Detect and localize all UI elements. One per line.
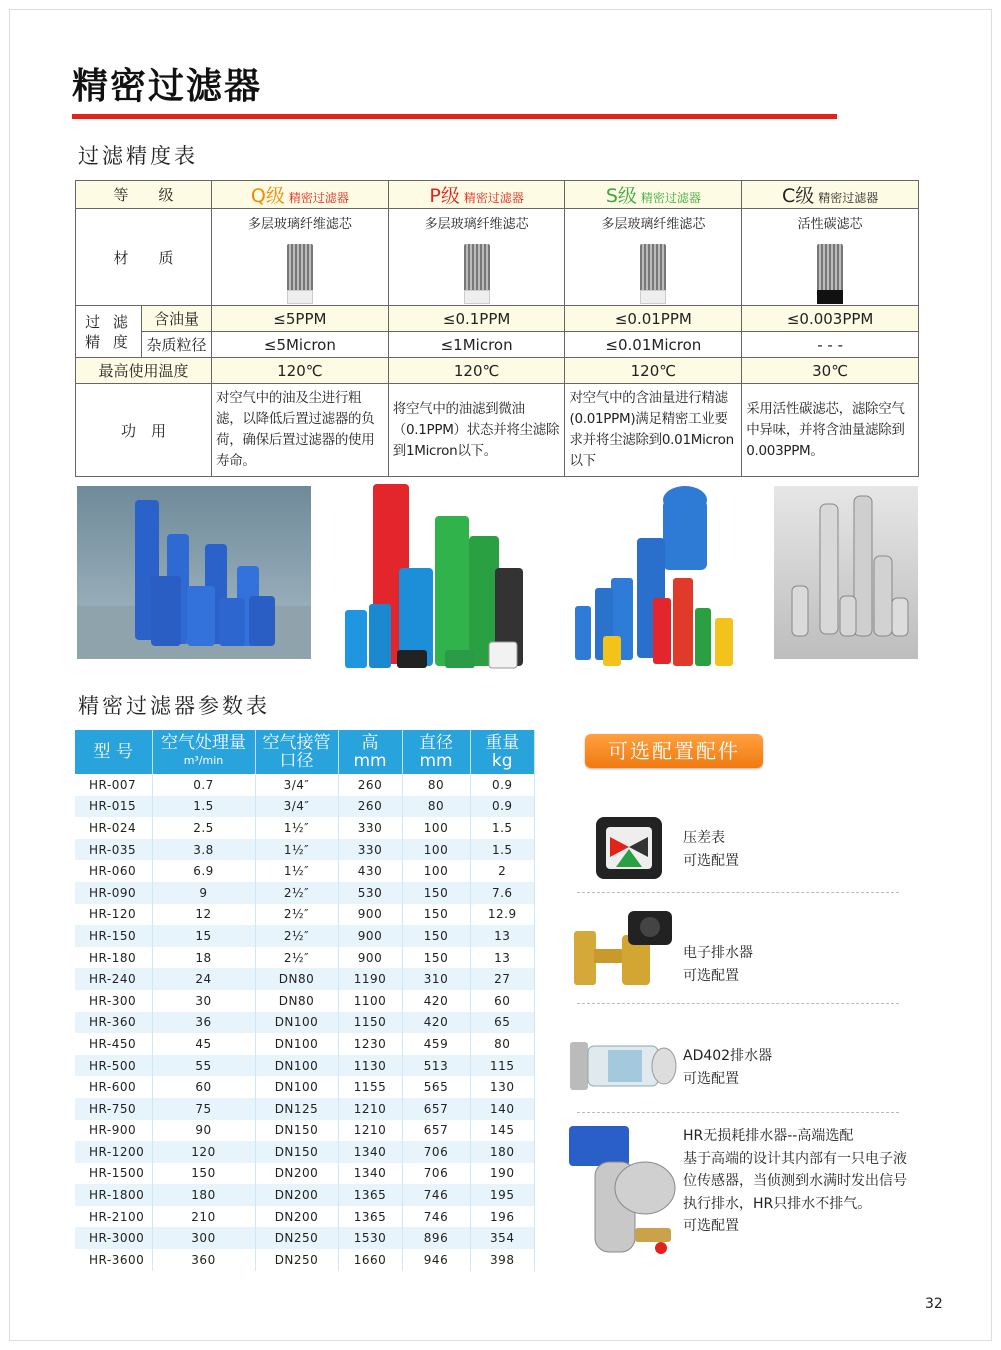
accessory-ad402: AD402排水器 可选配置 (683, 1048, 773, 1087)
table-cell: 746 (402, 1184, 470, 1206)
table-cell: 2 (470, 860, 535, 882)
table-cell: HR-3600 (75, 1249, 152, 1271)
table-row (75, 1033, 535, 1055)
table-cell: 1½″ (255, 839, 338, 861)
table-cell: DN100 (255, 1012, 338, 1034)
grade-row (76, 181, 919, 209)
divider (577, 1112, 899, 1113)
table-cell: 946 (402, 1249, 470, 1271)
oil-label: 含油量 (142, 306, 212, 332)
table-cell: 530 (338, 882, 402, 904)
table-cell: 1230 (338, 1033, 402, 1055)
table-cell: 0.7 (152, 774, 255, 796)
electronic-drain-icon (568, 905, 678, 1000)
material-c: 活性碳滤芯 (742, 209, 919, 306)
table-cell: 90 (152, 1120, 255, 1142)
table-row (75, 947, 535, 969)
table-cell: 75 (152, 1098, 255, 1120)
filter-precision-label: 过 滤 精 度 (76, 306, 142, 358)
table-row (75, 860, 535, 882)
table-cell: 60 (152, 1076, 255, 1098)
use-c: 采用活性碳滤芯，滤除空气中异味，并将含油量滤除到0.003PPM。 (742, 384, 919, 477)
table-cell: 13 (470, 925, 535, 947)
table-cell: 300 (152, 1227, 255, 1249)
table-cell: 746 (402, 1206, 470, 1228)
accessory-gauge: 压差表 可选配置 (683, 830, 739, 869)
table-cell: 3/4″ (255, 774, 338, 796)
table-cell: 900 (338, 925, 402, 947)
temp-label: 最高使用温度 (76, 358, 212, 384)
table-cell: 7.6 (470, 882, 535, 904)
filter-elements-photo (335, 478, 535, 673)
grade-label: 等 级 (76, 181, 212, 209)
ad402-drain-icon (568, 1038, 680, 1094)
table-cell: 12 (152, 904, 255, 926)
table-cell: 0.9 (470, 796, 535, 818)
table-cell: 150 (402, 904, 470, 926)
table-cell: 1660 (338, 1249, 402, 1271)
table-cell: 6.9 (152, 860, 255, 882)
table-row (75, 1184, 535, 1206)
table-row (75, 839, 535, 861)
table-cell: 150 (152, 1163, 255, 1185)
use-p: 将空气中的油滤到微油（0.1PPM）状态并将尘滤除到1Micron以下。 (388, 384, 565, 477)
table-cell: HR-300 (75, 990, 152, 1012)
table-cell: 140 (470, 1098, 535, 1120)
table-cell: 420 (402, 990, 470, 1012)
table-cell: 1130 (338, 1055, 402, 1077)
table-row (75, 925, 535, 947)
table-cell: 657 (402, 1098, 470, 1120)
table-cell: 13 (470, 947, 535, 969)
table-row (75, 990, 535, 1012)
table-cell: 513 (402, 1055, 470, 1077)
particle-c: - - - (742, 332, 919, 358)
table-cell: DN150 (255, 1120, 338, 1142)
table-cell: 657 (402, 1120, 470, 1142)
table-cell: 706 (402, 1163, 470, 1185)
table-cell: DN80 (255, 968, 338, 990)
oil-row (76, 306, 919, 332)
params-table (75, 730, 535, 1271)
table-row (75, 1098, 535, 1120)
use-s: 对空气中的含油量进行精滤(0.01PPM)满足精密工业要求并将尘滤除到0.01Micron以下 (565, 384, 742, 477)
table-row (75, 774, 535, 796)
table-cell: 1.5 (470, 839, 535, 861)
filter-element-image (640, 244, 666, 292)
table-cell: 1.5 (470, 817, 535, 839)
table-cell: 1½″ (255, 817, 338, 839)
use-row (76, 384, 919, 477)
temp-q: 120℃ (212, 358, 389, 384)
carbon-filter-image (817, 244, 843, 292)
differential-gauge-icon (594, 815, 664, 881)
use-label: 功 用 (76, 384, 212, 477)
table-cell: 24 (152, 968, 255, 990)
table-cell: 1.5 (152, 796, 255, 818)
title-underline (72, 114, 837, 119)
table-row (75, 904, 535, 926)
table-row (75, 1076, 535, 1098)
temp-row (76, 358, 919, 384)
page-title: 精密过滤器 (72, 66, 263, 107)
table-cell: 398 (470, 1249, 535, 1271)
table-cell: 354 (470, 1227, 535, 1249)
table-cell: 12.9 (470, 904, 535, 926)
table-cell: 330 (338, 817, 402, 839)
table-cell: 1190 (338, 968, 402, 990)
table-cell: DN150 (255, 1141, 338, 1163)
table-cell: HR-450 (75, 1033, 152, 1055)
table-cell: 1100 (338, 990, 402, 1012)
table-cell: DN200 (255, 1184, 338, 1206)
table-row (75, 1249, 535, 1271)
table-cell: DN250 (255, 1227, 338, 1249)
filter-element-image (287, 244, 313, 292)
material-q: 多层玻璃纤维滤芯 (212, 209, 389, 306)
table-cell: 1365 (338, 1206, 402, 1228)
table-row (75, 1141, 535, 1163)
table-cell: 1365 (338, 1184, 402, 1206)
table-cell: 1150 (338, 1012, 402, 1034)
col-weight: 重量 kg (470, 730, 535, 774)
table-cell: HR-090 (75, 882, 152, 904)
table-row (75, 882, 535, 904)
table-cell: DN100 (255, 1033, 338, 1055)
table-cell: 30 (152, 990, 255, 1012)
table-cell: 100 (402, 860, 470, 882)
grade-c: C级 精密过滤器 (742, 181, 919, 209)
table-cell: 18 (152, 947, 255, 969)
table-cell: 1155 (338, 1076, 402, 1098)
filter-element-image (464, 244, 490, 292)
table-cell: 1210 (338, 1120, 402, 1142)
table-cell: HR-900 (75, 1120, 152, 1142)
table-cell: 65 (470, 1012, 535, 1034)
params-header (75, 730, 535, 774)
table-cell: HR-1200 (75, 1141, 152, 1163)
table-cell: 565 (402, 1076, 470, 1098)
table-cell: 60 (470, 990, 535, 1012)
material-row (76, 209, 919, 306)
use-q: 对空气中的油及尘进行粗滤，以降低后置过滤器的负荷，确保后置过滤器的使用寿命。 (212, 384, 389, 477)
table-cell: HR-035 (75, 839, 152, 861)
temp-s: 120℃ (565, 358, 742, 384)
table-cell: HR-2100 (75, 1206, 152, 1228)
table-cell: 310 (402, 968, 470, 990)
table-row (75, 1206, 535, 1228)
table-cell: 100 (402, 839, 470, 861)
table-cell: 1340 (338, 1141, 402, 1163)
table-cell: 36 (152, 1012, 255, 1034)
table-cell: 430 (338, 860, 402, 882)
table-cell: 900 (338, 947, 402, 969)
table-cell: 55 (152, 1055, 255, 1077)
table-row (75, 1012, 535, 1034)
table-cell: 150 (402, 882, 470, 904)
table-cell: DN200 (255, 1206, 338, 1228)
temp-c: 30℃ (742, 358, 919, 384)
table-cell: HR-500 (75, 1055, 152, 1077)
table-row (75, 1120, 535, 1142)
material-s: 多层玻璃纤维滤芯 (565, 209, 742, 306)
table-cell: 145 (470, 1120, 535, 1142)
accessories-heading: 可选配置配件 (585, 734, 763, 768)
table-cell: HR-240 (75, 968, 152, 990)
table-cell: HR-3000 (75, 1227, 152, 1249)
table-cell: 2½″ (255, 904, 338, 926)
table-cell: 15 (152, 925, 255, 947)
table-cell: HR-024 (75, 817, 152, 839)
table-cell: 27 (470, 968, 535, 990)
table-cell: 260 (338, 774, 402, 796)
table-cell: HR-150 (75, 925, 152, 947)
particle-p: ≤1Micron (388, 332, 565, 358)
page-number: 32 (925, 1296, 943, 1312)
table-cell: DN125 (255, 1098, 338, 1120)
table-row (75, 1055, 535, 1077)
col-diameter: 直径 mm (402, 730, 470, 774)
table-cell: HR-120 (75, 904, 152, 926)
table-cell: 0.9 (470, 774, 535, 796)
section-title-params: 精密过滤器参数表 (78, 694, 270, 718)
table-cell: 2½″ (255, 925, 338, 947)
table-cell: 210 (152, 1206, 255, 1228)
table-cell: HR-1500 (75, 1163, 152, 1185)
particle-label: 杂质粒径 (142, 332, 212, 358)
table-row (75, 1227, 535, 1249)
table-cell: HR-015 (75, 796, 152, 818)
oil-q: ≤5PPM (212, 306, 389, 332)
table-cell: 150 (402, 925, 470, 947)
hr-drain-icon (565, 1118, 681, 1268)
grade-q: Q级 精密过滤器 (212, 181, 389, 209)
divider (577, 892, 899, 893)
table-cell: HR-1800 (75, 1184, 152, 1206)
table-cell: HR-060 (75, 860, 152, 882)
oil-s: ≤0.01PPM (565, 306, 742, 332)
table-cell: 80 (470, 1033, 535, 1055)
table-cell: HR-007 (75, 774, 152, 796)
material-label: 材 质 (76, 209, 212, 306)
table-row (75, 796, 535, 818)
table-cell: 190 (470, 1163, 535, 1185)
table-cell: HR-360 (75, 1012, 152, 1034)
table-cell: HR-600 (75, 1076, 152, 1098)
material-p: 多层玻璃纤维滤芯 (388, 209, 565, 306)
accessory-electronic-drain: 电子排水器 可选配置 (683, 945, 753, 984)
table-cell: 706 (402, 1141, 470, 1163)
col-port: 空气接管 口径 (255, 730, 338, 774)
table-cell: 459 (402, 1033, 470, 1055)
stainless-filters-photo (774, 486, 918, 659)
table-cell: 1½″ (255, 860, 338, 882)
table-cell: 330 (338, 839, 402, 861)
table-row (75, 817, 535, 839)
table-cell: 180 (470, 1141, 535, 1163)
table-cell: 360 (152, 1249, 255, 1271)
temp-p: 120℃ (388, 358, 565, 384)
table-cell: 1210 (338, 1098, 402, 1120)
table-cell: 2½″ (255, 947, 338, 969)
table-cell: 420 (402, 1012, 470, 1034)
filter-assembly-photo (565, 478, 745, 673)
grade-s: S级 精密过滤器 (565, 181, 742, 209)
table-cell: DN200 (255, 1163, 338, 1185)
table-cell: 180 (152, 1184, 255, 1206)
table-cell: DN250 (255, 1249, 338, 1271)
section-title-accuracy: 过滤精度表 (78, 144, 198, 168)
oil-c: ≤0.003PPM (742, 306, 919, 332)
table-cell: HR-750 (75, 1098, 152, 1120)
grade-p: P级 精密过滤器 (388, 181, 565, 209)
table-cell: 1340 (338, 1163, 402, 1185)
table-cell: 896 (402, 1227, 470, 1249)
table-cell: 2½″ (255, 882, 338, 904)
col-height: 高 mm (338, 730, 402, 774)
table-cell: 115 (470, 1055, 535, 1077)
table-cell: 1530 (338, 1227, 402, 1249)
table-cell: 120 (152, 1141, 255, 1163)
divider (577, 1003, 899, 1004)
particle-s: ≤0.01Micron (565, 332, 742, 358)
oil-p: ≤0.1PPM (388, 306, 565, 332)
particle-row (76, 332, 919, 358)
table-cell: DN100 (255, 1055, 338, 1077)
table-cell: DN100 (255, 1076, 338, 1098)
col-flow: 空气处理量 m³/min (152, 730, 255, 774)
table-cell: 9 (152, 882, 255, 904)
table-cell: 900 (338, 904, 402, 926)
table-cell: 3.8 (152, 839, 255, 861)
table-cell: 100 (402, 817, 470, 839)
table-cell: 196 (470, 1206, 535, 1228)
table-cell: 260 (338, 796, 402, 818)
table-row (75, 1163, 535, 1185)
table-cell: 3/4″ (255, 796, 338, 818)
blue-filters-photo (77, 486, 311, 659)
accuracy-table (75, 180, 919, 477)
table-cell: 80 (402, 796, 470, 818)
col-model: 型 号 (75, 730, 152, 774)
table-cell: 150 (402, 947, 470, 969)
table-cell: DN80 (255, 990, 338, 1012)
particle-q: ≤5Micron (212, 332, 389, 358)
table-cell: 2.5 (152, 817, 255, 839)
table-cell: HR-180 (75, 947, 152, 969)
accessory-hr-drain: HR无损耗排水器--高端选配 基于高端的设计其内部有一只电子液位传感器，当侦测到水满时发出信号执行排水，HR只排水不排气。 可选配置 (683, 1128, 907, 1234)
table-cell: 195 (470, 1184, 535, 1206)
table-row (75, 968, 535, 990)
table-cell: 45 (152, 1033, 255, 1055)
table-cell: 80 (402, 774, 470, 796)
table-cell: 130 (470, 1076, 535, 1098)
